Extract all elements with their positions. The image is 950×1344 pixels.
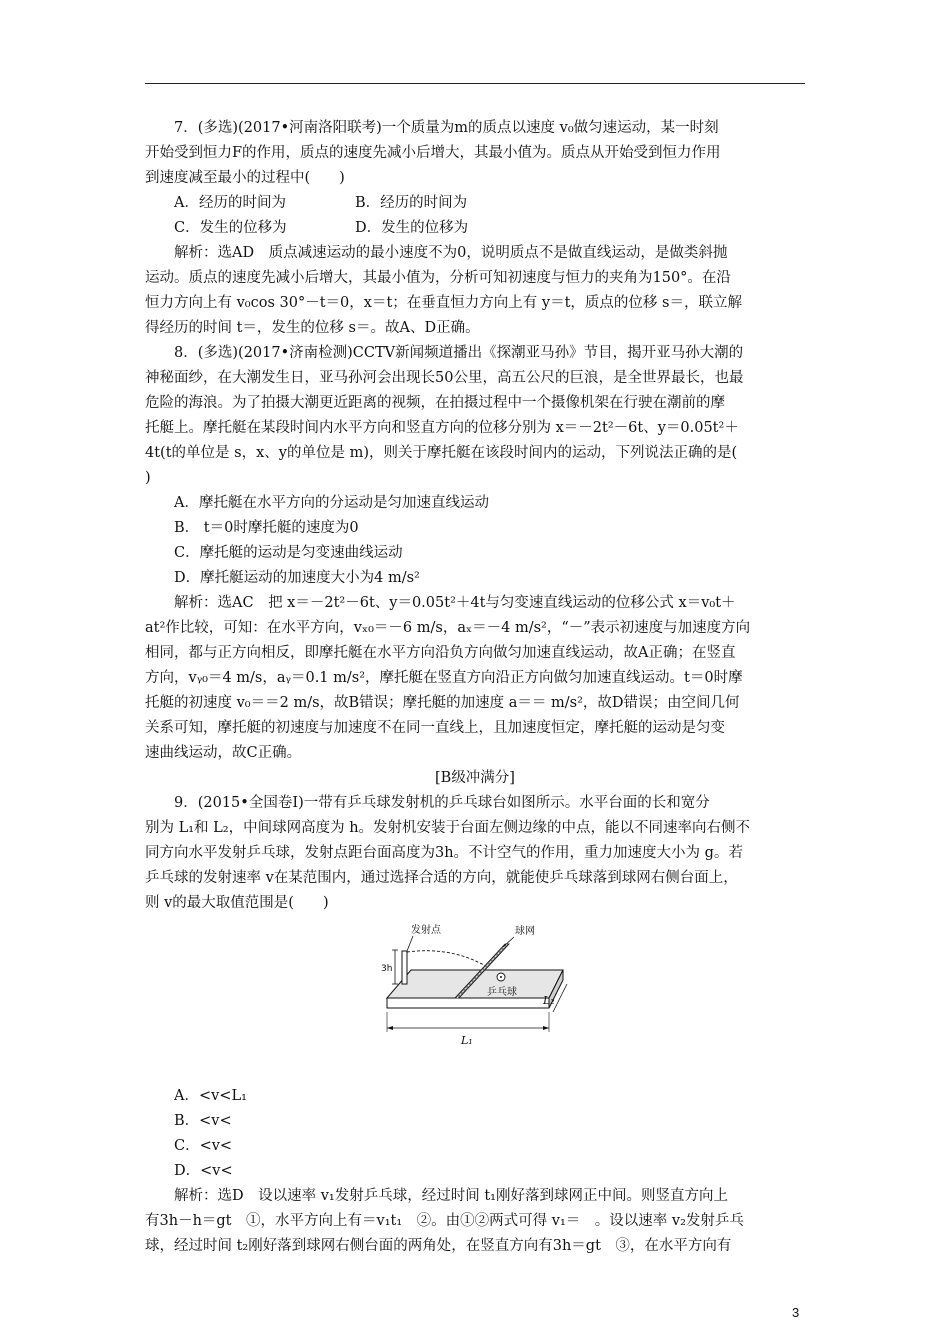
q7-option-c: C．发生的位移为 [174, 220, 287, 236]
question-9 [145, 791, 805, 1259]
q7-solution-line: 运动。质点的速度先减小后增大，其最小值为，分析可知初速度与恒力的夹角为150°。在沿 [145, 270, 731, 286]
q8-option-d: D．摩托艇运动的加速度大小为4 m/s² [174, 570, 420, 586]
q7-solution-line: 得经历的时间 t＝，发生的位移 s＝。故A、D正确。 [145, 320, 480, 336]
label-L1: L₁ [461, 1034, 473, 1047]
q7-option-a: A．经历的时间为 [174, 195, 286, 211]
q8-solution-line: 速曲线运动，故C正确。 [145, 745, 302, 761]
q9-option-a: A．<v<L₁ [174, 1088, 247, 1104]
q8-option-b: B． t＝0时摩托艇的速度为0 [174, 520, 359, 536]
launcher-post [402, 951, 407, 984]
label-net: 球网 [515, 926, 535, 937]
q9-stem-line: 乒乓球的发射速率 v在某范围内，通过选择合适的方向，就能使乒乓球落到球网右侧台面上， [145, 870, 738, 886]
page-body [145, 116, 805, 1259]
q8-stem-line: 托艇上。摩托艇在某段时间内水平方向和竖直方向的位移分别为 x＝－2t²－6t、y＝0.05t²＋ [145, 420, 739, 436]
page-number: 3 [792, 1305, 800, 1320]
q8-option-a: A．摩托艇在水平方向的分运动是匀加速直线运动 [174, 495, 489, 511]
q8-stem-line: ) [145, 470, 151, 486]
q7-solution-line: 解析：选AD 质点减速运动的最小速度不为0，说明质点不是做直线运动，是做类斜抛 [174, 245, 728, 261]
q8-solution-line: 相同，都与正方向相反，即摩托艇在水平方向沿负方向做匀加速直线运动，故A正确；在竖直 [145, 645, 736, 661]
q7-options-cd [145, 216, 805, 241]
question-8 [145, 341, 805, 766]
ping-pong-table-figure [145, 920, 805, 1076]
q8-solution-line: at²作比较，可知：在水平方向，vₓ₀＝－6 m/s，aₓ＝－4 m/s²，“－”表示初速度与加速度方向 [145, 620, 751, 636]
table-front-face [387, 998, 549, 1008]
q9-option-b: B．<v< [174, 1113, 232, 1129]
question-7 [145, 116, 805, 341]
table-diagram [383, 920, 563, 1070]
section-heading-b: [B级冲满分] [435, 770, 515, 786]
label-ball: 乒乓球 [487, 987, 517, 998]
q8-stem-line: 神秘面纱，在大潮发生日，亚马孙河会出现长50公里，高五公尺的巨浪，是全世界最长，也最 [145, 370, 744, 386]
q7-stem-line: 7．(多选)(2017•河南洛阳联考)一个质量为m的质点以速度 v₀做匀速运动，某一时刻 [174, 120, 719, 136]
trajectory-arc [407, 951, 489, 968]
q9-solution-line: 球，经过时间 t₂刚好落到球网右侧台面的两角处，在竖直方向有3h＝gt ③，在水平方向有 [145, 1238, 732, 1254]
header-rule [145, 83, 805, 84]
q7-stem-line: 到速度减至最小的过程中( ) [145, 170, 345, 186]
q8-solution-line: 解析：选AC 把 x＝－2t²－6t、y＝0.05t²＋4t与匀变速直线运动的位移公式 x＝v₀t＋ [174, 595, 736, 611]
q7-options-ab [145, 191, 805, 216]
q7-stem-line: 开始受到恒力F的作用，质点的速度先减小后增大，其最小值为。质点从开始受到恒力作用 [145, 145, 721, 161]
label-L2: L₂ [543, 994, 555, 1007]
q8-stem-line: 8．(多选)(2017•济南检测)CCTV新闻频道播出《探潮亚马孙》节目，揭开亚马孙大潮的 [174, 345, 744, 361]
q8-solution-line: 方向，vᵧ₀＝4 m/s，aᵧ＝0.1 m/s²，摩托艇在竖直方向沿正方向做匀加速直线运动。t＝0时摩 [145, 670, 743, 686]
q8-solution-line: 托艇的初速度 v₀＝＝2 m/s，故B错误；摩托艇的加速度 a＝＝ m/s²，故D错误；由空间几何 [145, 695, 740, 711]
label-launch-point: 发射点 [411, 925, 441, 936]
label-3h: 3h [381, 964, 393, 974]
q9-stem-line: 9．(2015•全国卷Ⅰ)一带有乒乓球发射机的乒乓球台如图所示。水平台面的长和宽分 [174, 795, 710, 811]
q8-option-c: C．摩托艇的运动是匀变速曲线运动 [174, 545, 403, 561]
table-top [387, 970, 563, 998]
q7-solution-line: 恒力方向上有 v₀cos 30°－t＝0，x＝t；在垂直恒力方向上有 y＝t，质点的位移 s＝，联立解 [145, 295, 742, 311]
q9-stem-line: 同方向水平发射乒乓球，发射点距台面高度为3h。不计空气的作用，重力加速度大小为 g。若 [145, 845, 743, 861]
q8-stem-line: 4t(t的单位是 s，x、y的单位是 m)，则关于摩托艇在该段时间内的运动，下列说法正确的是( [145, 445, 738, 461]
q9-solution-line: 有3h－h＝gt ①，水平方向上有＝v₁t₁ ②。由①②两式可得 v₁＝ 。设以速率 v₂发射乒乓 [145, 1213, 744, 1229]
q9-stem-line: 则 v的最大取值范围是( ) [145, 895, 329, 911]
q8-solution-line: 关系可知，摩托艇的初速度与加速度不在同一直线上，且加速度恒定，摩托艇的运动是匀变 [145, 720, 725, 736]
q7-option-b: B．经历的时间为 [355, 195, 468, 211]
q9-option-c: C．<v< [174, 1138, 233, 1154]
q8-stem-line: 危险的海浪。为了拍摄大潮更近距离的视频，在拍摄过程中一个摄像机架在行驶在潮前的摩 [145, 395, 725, 411]
q7-option-d: D．发生的位移为 [355, 220, 469, 236]
q9-stem-line: 别为 L₁和 L₂，中间球网高度为 h。发射机安装于台面左侧边缘的中点，能以不同速率向右侧不 [145, 820, 751, 836]
q9-option-d: D．<v< [174, 1163, 233, 1179]
q9-solution-line: 解析：选D 设以速率 v₁发射乒乓球，经过时间 t₁刚好落到球网正中间。则竖直方向上 [174, 1188, 728, 1204]
